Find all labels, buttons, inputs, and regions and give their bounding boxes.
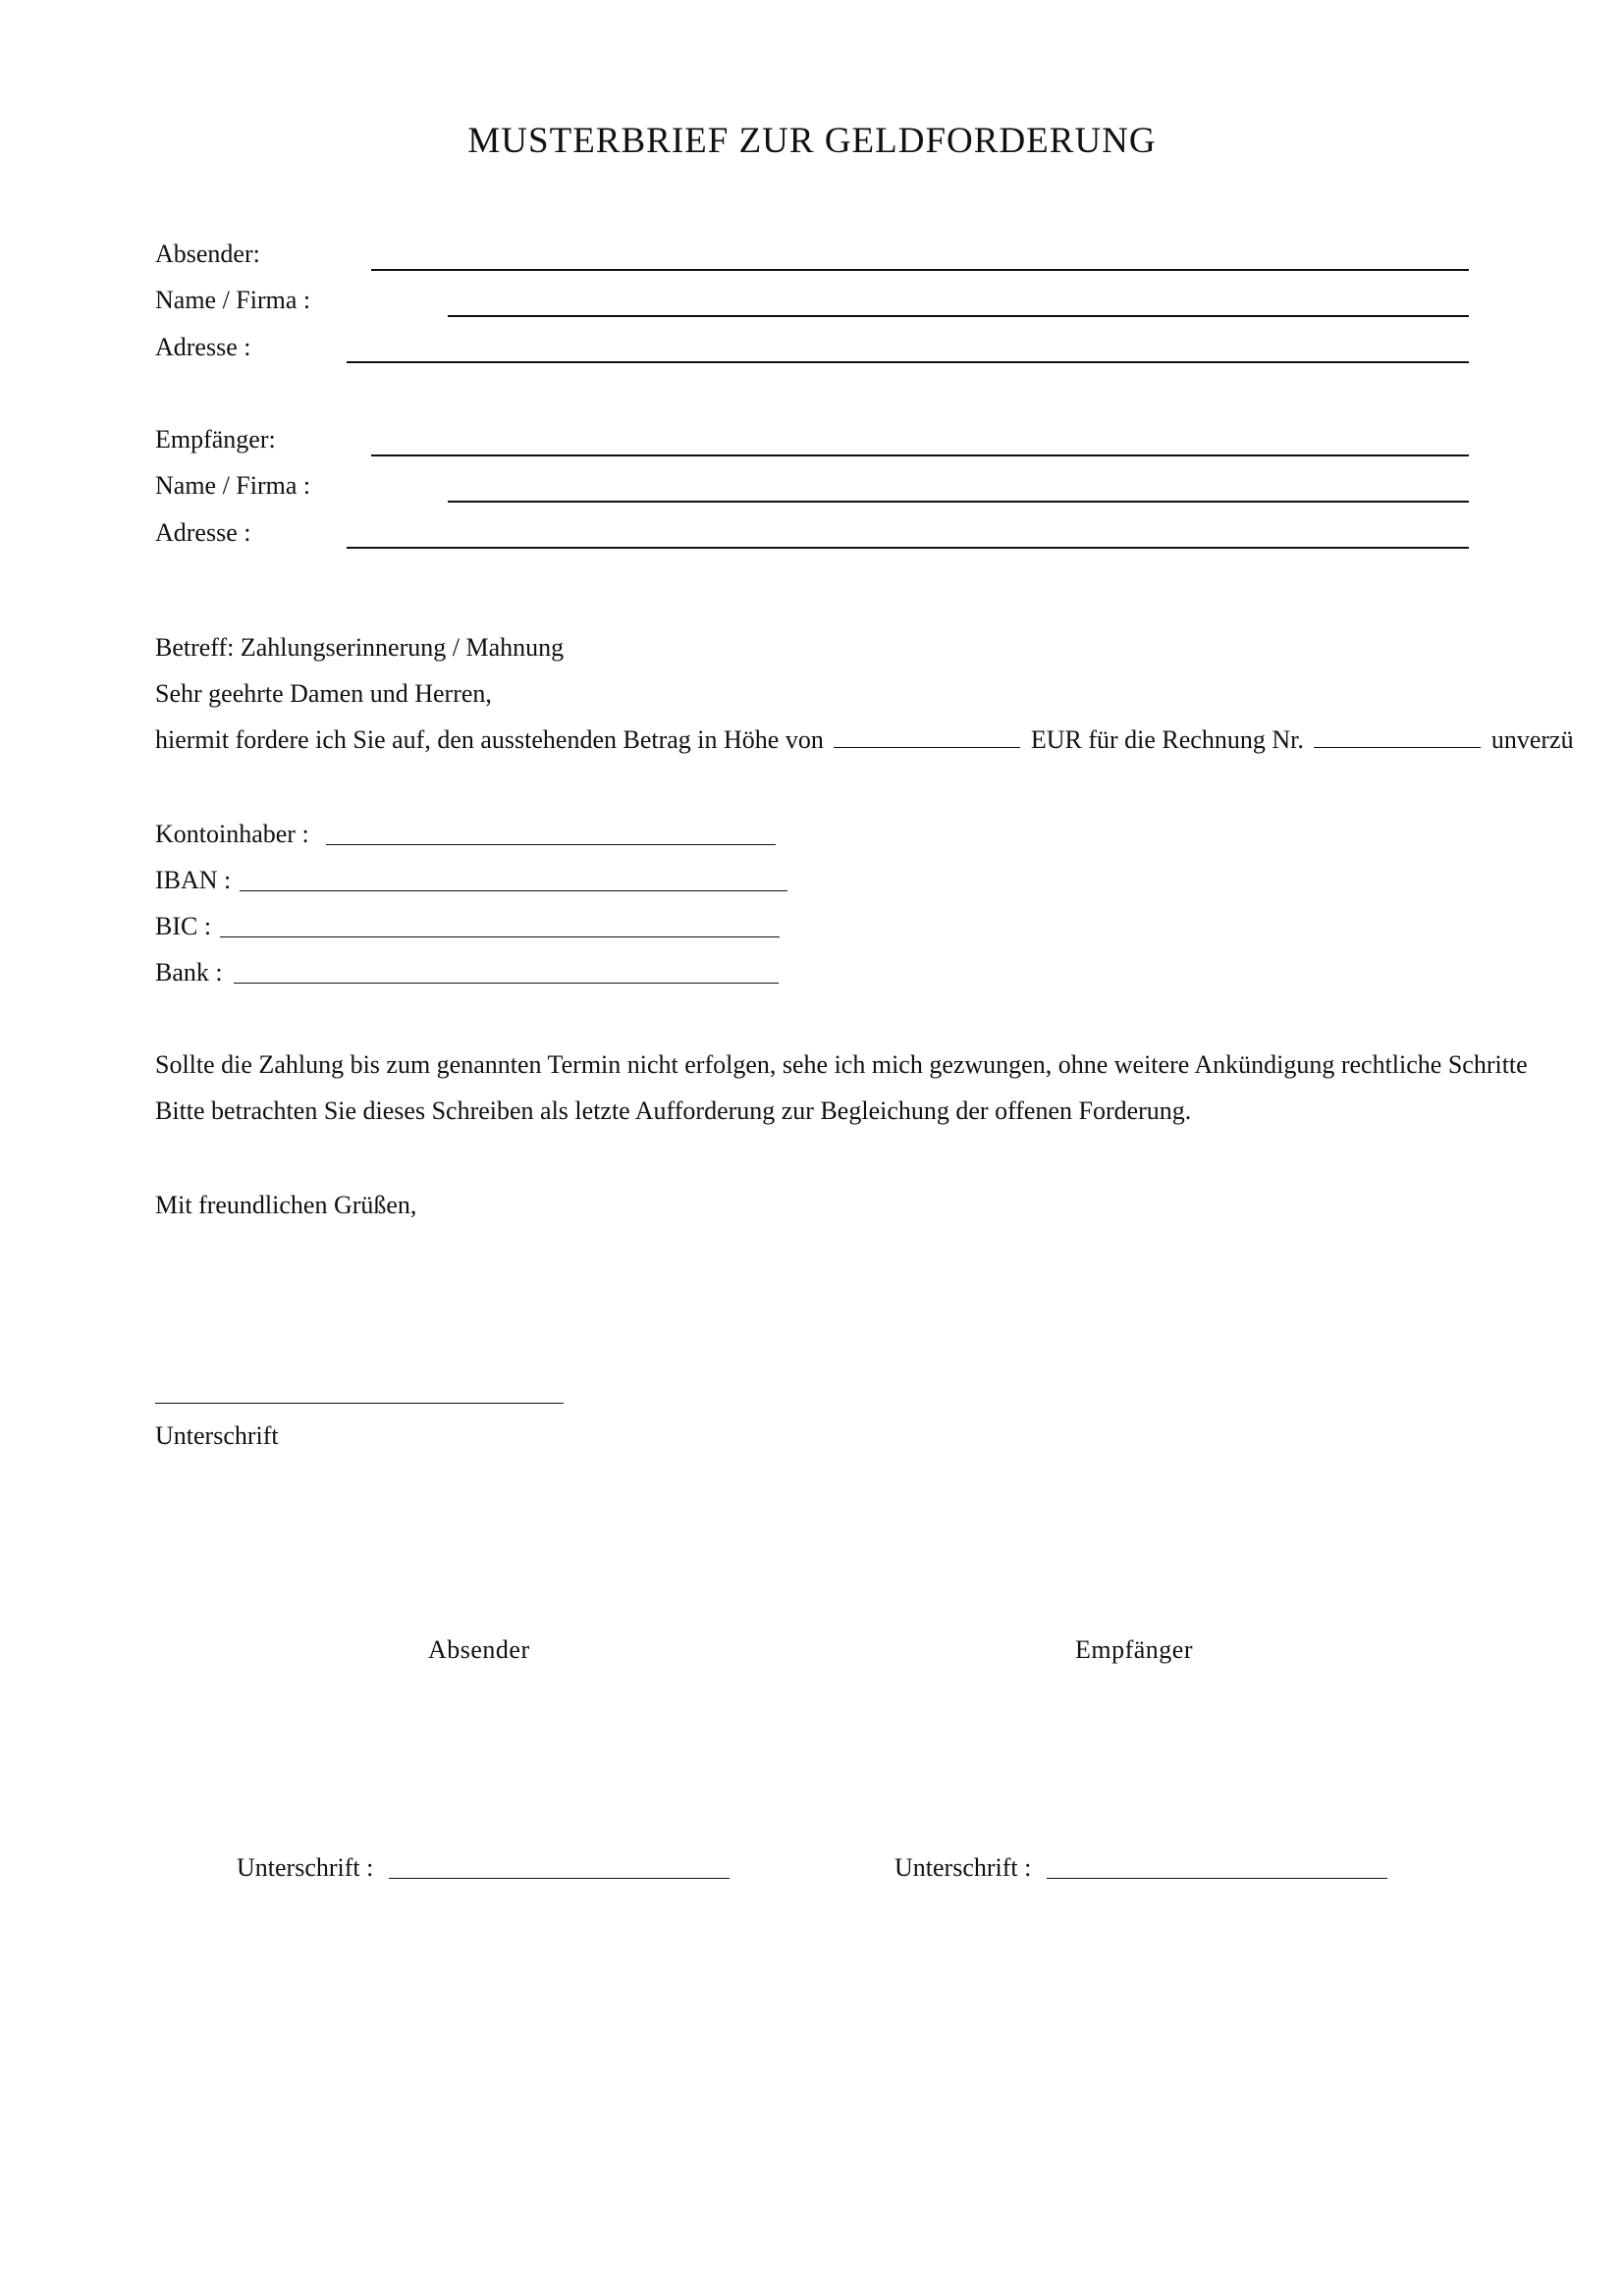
sender-signature-blank[interactable] (389, 1878, 730, 1879)
invoice-number-blank[interactable] (1314, 723, 1481, 748)
sender-address-line[interactable] (347, 361, 1469, 363)
warning-line-2: Bitte betrachten Sie dieses Schreiben als letzte Aufforderung zur Begleichung der offenen Forderung. (155, 1096, 1192, 1125)
recipient-signature-blank[interactable] (1047, 1878, 1387, 1879)
demand-text-2: EUR für die Rechnung Nr. (1030, 725, 1304, 754)
closing: Mit freundlichen Grüßen, (155, 1191, 417, 1219)
signature-label: Unterschrift (155, 1421, 279, 1450)
warning-line-1: Sollte die Zahlung bis zum genannten Termin nicht erfolgen, sehe ich mich gezwungen, ohne weitere Ankündigung rechtliche Schritte (155, 1050, 1528, 1079)
sender-address-label: Adresse : (155, 333, 251, 361)
bic-blank[interactable] (220, 936, 780, 937)
salutation: Sehr geehrte Damen und Herren, (155, 679, 492, 708)
sender-name-label: Name / Firma : (155, 286, 311, 314)
iban-blank[interactable] (240, 890, 787, 891)
recipient-heading: Empfänger (1075, 1635, 1194, 1664)
recipient-name-line[interactable] (448, 501, 1469, 503)
iban-label: IBAN : (155, 866, 232, 894)
sender-line[interactable] (371, 269, 1469, 271)
demand-text-3: unverzü (1490, 725, 1574, 754)
page-title: MUSTERBRIEF ZUR GELDFORDERUNG (467, 121, 1157, 161)
sender-label: Absender: (155, 240, 260, 268)
account-holder-blank[interactable] (326, 844, 776, 845)
sender-name-line[interactable] (448, 315, 1469, 317)
bank-blank[interactable] (234, 983, 779, 984)
recipient-signature-label: Unterschrift : (894, 1853, 1032, 1882)
recipient-address-line[interactable] (347, 547, 1469, 549)
signature-blank[interactable] (155, 1403, 564, 1404)
account-holder-label: Kontoinhaber : (155, 820, 309, 848)
demand-paragraph (155, 723, 1624, 757)
sender-heading: Absender (428, 1635, 530, 1664)
bic-label: BIC : (155, 912, 212, 940)
sender-signature-label: Unterschrift : (237, 1853, 374, 1882)
subject-line: Betreff: Zahlungserinnerung / Mahnung (155, 633, 565, 662)
recipient-label: Empfänger: (155, 425, 276, 454)
demand-text-1: hiermit fordere ich Sie auf, den ausstehenden Betrag in Höhe von (155, 725, 824, 754)
recipient-address-label: Adresse : (155, 518, 251, 547)
recipient-line[interactable] (371, 454, 1469, 456)
recipient-name-label: Name / Firma : (155, 471, 311, 500)
amount-blank[interactable] (834, 723, 1020, 748)
bank-label: Bank : (155, 958, 223, 987)
